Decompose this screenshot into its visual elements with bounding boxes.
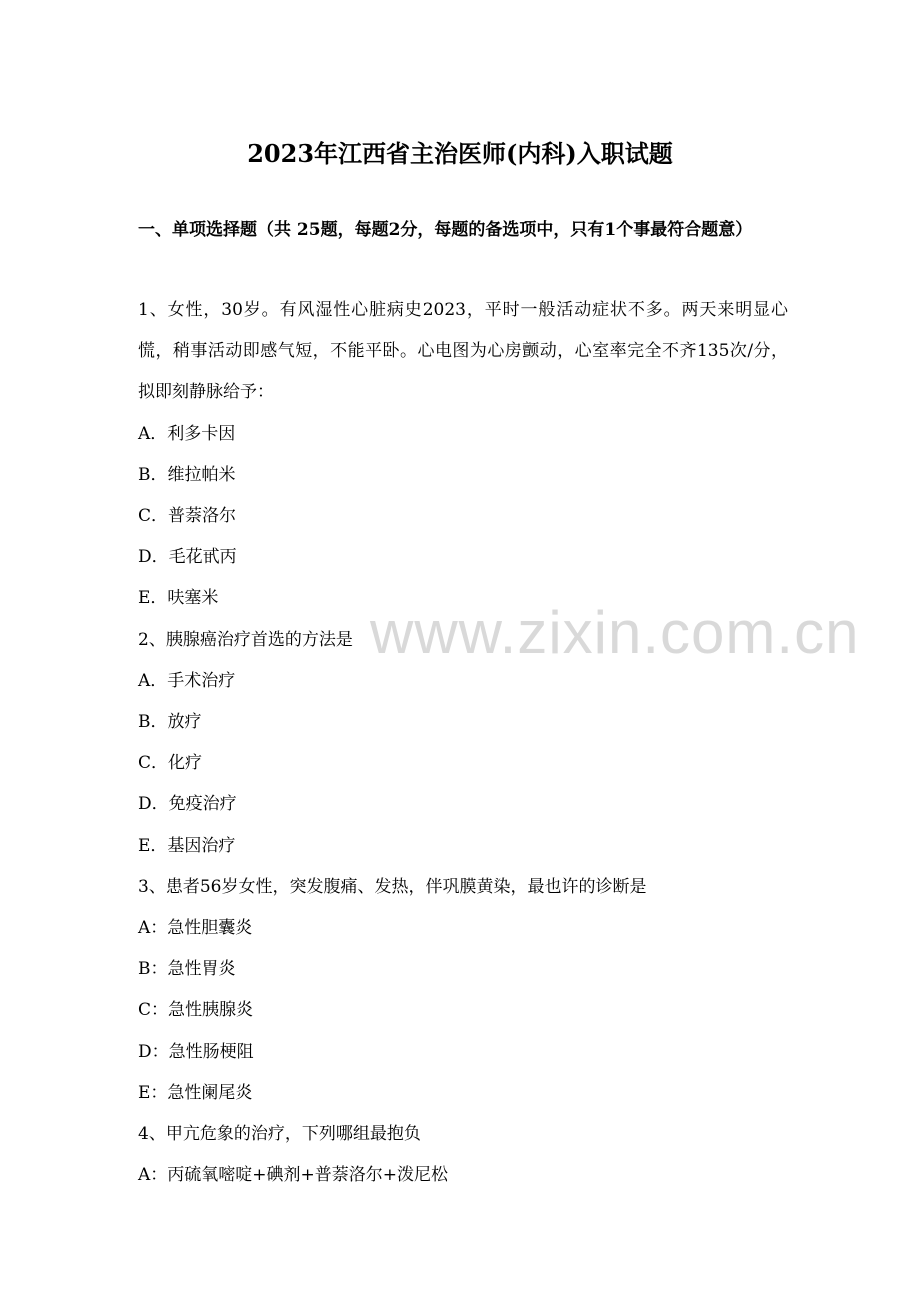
question-1 (138, 290, 788, 620)
question-1-option-a: A．利多卡因 (138, 423, 236, 444)
question-4 (138, 1114, 788, 1196)
question-2 (138, 620, 788, 867)
document-title: 2023年江西省主治医师(内科)入职试题 (247, 139, 673, 168)
question-1-option-d: D．毛花甙丙 (138, 547, 237, 568)
section-heading: 一、单项选择题（共 25题，每题2分，每题的备选项中，只有1个事最符合题意） (138, 220, 753, 240)
question-2-option-a: A．手术治疗 (138, 670, 236, 691)
question-1-option-c: C．普萘洛尔 (138, 506, 237, 527)
question-2-option-e: E．基因治疗 (138, 835, 236, 856)
question-4-stem: 4、甲亢危象的治疗，下列哪组最抱负 (138, 1124, 421, 1145)
question-3 (138, 867, 788, 1114)
question-4-option-a: A：丙硫氧嘧啶+碘剂+普萘洛尔+泼尼松 (138, 1165, 449, 1186)
question-1-option-e: E．呋塞米 (138, 588, 219, 609)
question-3-stem: 3、患者56岁女性，突发腹痛、发热，伴巩膜黄染，最也许的诊断是 (138, 876, 647, 897)
watermark: www.zixin.com.cn (370, 599, 860, 666)
question-2-option-d: D．免疫治疗 (138, 794, 237, 815)
question-3-option-d: D：急性肠梗阻 (138, 1041, 254, 1062)
question-3-option-c: C：急性胰腺炎 (138, 1000, 254, 1021)
question-2-option-c: C．化疗 (138, 753, 203, 774)
question-1-option-b: B．维拉帕米 (138, 464, 236, 485)
question-1-stem: 1、女性，30岁。有风湿性心脏病史2023，平时一般活动症状不多。两天来明显心慌，稍事活动即感气短，不能平卧。心电图为心房颤动，心室率完全不齐135次/分，拟即刻静脉给予： (138, 300, 788, 403)
question-2-option-b: B．放疗 (138, 712, 202, 733)
question-3-option-e: E：急性阑尾炎 (138, 1082, 253, 1103)
question-3-option-b: B：急性胃炎 (138, 959, 236, 980)
question-3-option-a: A：急性胆囊炎 (138, 918, 253, 939)
question-2-stem: 2、胰腺癌治疗首选的方法是 (138, 629, 353, 650)
question-list (138, 290, 788, 1196)
